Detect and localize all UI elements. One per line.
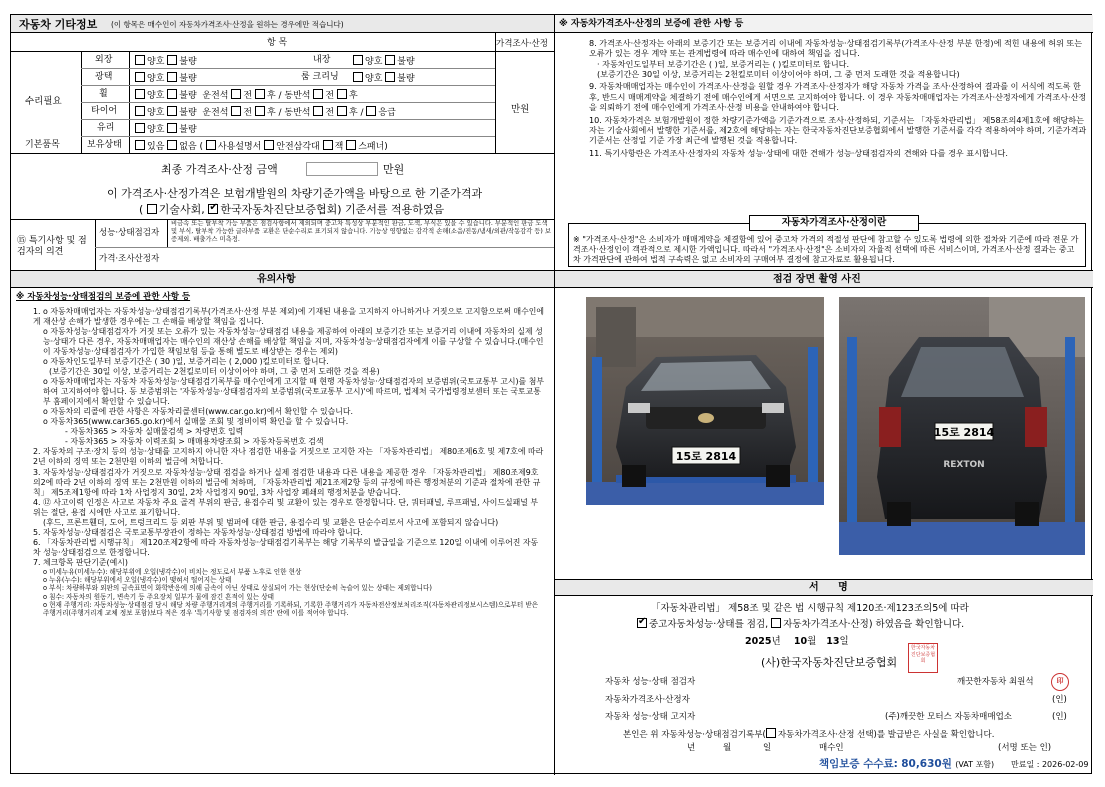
receipt-day-label: 일 [763,743,772,753]
criteria-item: ο 현재 주행거리: 자동차성능·상태점검 당시 해당 차량 주행거리계의 주행거리를 기록하되, 기록한 주행거리가 자동차전산정보처리조직(자동차관리정보시스템)으로부터 받은 주행거리(주행거리계 교체 정보 포함)보다 적은 경우 '특기사항 및 점검자의 의견' 란에 이를 적어야 합니다. [43,600,539,617]
basis-line2: ( 기술사회, ✔ 한국자동차진단보증협회) 기준서를 적용하였음 [139,203,444,217]
notice-title: 유의사항 [257,274,296,285]
photos-title: 점검 장면 촬영 사진 [773,274,861,285]
criteria-item: ο 미세누유(미세누수): 해당부위에 오일(냉각수)이 비치는 정도로서 부품 노후로 인한 현상 [43,567,302,576]
notice-item: 6. 「자동차관리법 시행규칙」 제120조제2항에 따라 자동차성능·상태점검기록부는 해당 기록부의 발급일을 기준으로 120일 이내에 이루어진 자동차 성능·상태점검으로 한정합니다. [33,537,539,557]
notice-item: 5. 자동차성능·상태점검은 국토교통부장관이 정하는 자동차성능·상태점검 방법에 따라야 합니다. [33,527,363,537]
warranty-item-9: 9. 자동차매매업자는 매수인이 가격조사·산정을 원할 경우 가격조사·산정자가 해당 자동차 가격을 조사·산정하여 결과를 이 서식에 적도록 한 후, 반드시 매매계약을 체결하기 전에 매수인에게 서면으로 고지하여야 합니다. 이 경우 자동차매매업자는 가격조사·산정자에게 가격조사·산정을 의뢰하기 전에 매수인에게 가격조사·산정 비용을 안내하여야 합니다. [589,81,1087,113]
rear-plate-text: 15로 2814 [933,426,995,439]
association-name: (사)한국자동차진단보증협회 [761,656,898,669]
row-wheel-label: 휠 [99,89,108,99]
exterior-bad-checkbox[interactable] [167,55,177,65]
basis-tech-checkbox[interactable] [147,204,157,214]
warranty-item-10: 10. 자동차가격은 보험개발원이 정한 차량기준가액을 기준가격으로 조사·산정하되, 기준서는 「자동차관리법」 제58조의4제1호에 해당하는 자는 기술사회에서 발행한 기준서를, 제2호에 해당하는 자는 한국자동차진단보증협회에서 발행한 기준서를 각각 적용하여야 하며, 기준가격과 기준서는 산정일 기준 가장 최근에 발행된 것을 적용합니다. [589,114,1087,146]
notice-item: - 자동차365 > 자동차 실매물검색 > 차량번호 입력 [65,427,244,437]
receipt-price-checkbox[interactable] [766,728,776,738]
gloss-good-checkbox[interactable] [135,72,145,82]
rear-badge-text: REXTON [943,460,985,470]
criteria-item: ο 누유(누수): 해당부위에서 오일(냉각수)이 맺혀서 떨어지는 상태 [43,576,232,585]
repair-needed-label: 수리필요 [25,96,62,107]
interior-bad-checkbox[interactable] [385,55,395,65]
hold-status-label: 보유상태 [87,140,122,150]
price-inspector-label: 가격·조사산정자 [99,254,160,264]
col-price-header: 가격조사·산정 [496,39,548,49]
wheel-driver-rear-checkbox[interactable] [255,89,265,99]
receipt-month-label: 월 [723,743,732,753]
tire-good-checkbox[interactable] [135,106,145,116]
basis-association-checkbox[interactable] [208,204,218,214]
tire-passenger-front-checkbox[interactable] [313,106,323,116]
inspector-label: 성능·상태점검자 [99,228,160,238]
warranty-item-8: 8. 가격조사·산정자는 아래의 보증기간 또는 보증거리 이내에 자동차성능·상태점검기록부(가격조사·산정 부분 한정)에 적힌 내용에 허위 또는 오류가 있는 경우 계약 또는 관계법령에 따라 매수인에 대하여 책임을 집니다. [589,38,1083,59]
spanner-checkbox[interactable] [346,140,356,150]
signer-row-value: 깨끗한자동차 최원석 [957,677,1034,687]
rear-inspection-photo [839,297,1085,555]
gloss-bad-checkbox[interactable] [167,72,177,82]
receipt-year-label: 년 [687,743,696,753]
other-info-subtitle: (이 항목은 매수인이 자동차가격조사·산정을 원하는 경우에만 적습니다) [111,20,344,29]
row-tire-label: 타이어 [91,106,118,116]
signer-row-label: 자동차가격조사·산정자 [605,695,690,705]
notice-item: (보증기간은 30일 이상, 보증거리는 2천킬로미터 이상이어야 하며, 그 중 먼저 도래한 것을 적용) [49,367,380,377]
notice-item: ο 자동차인도일부터 보증기간은 ( 30 )일, 보증거리는 ( 2,000 )킬로미터로 합니다. [43,357,329,367]
row-exterior-label: 외장 [95,55,113,65]
warranty-item-11: 11. 특기사항란은 가격조사·산정자의 자동차 성능·상태에 대한 견해가 성능·상태점검자의 견해와 다를 경우 표시합니다. [589,147,1008,158]
tire-driver-front-checkbox[interactable] [231,106,241,116]
notice-item: 7. 체크항목 판단기준(예시) [33,557,128,567]
tire-passenger-rear-checkbox[interactable] [337,106,347,116]
price-warranty-title: ※ 자동차가격조사·산정의 보증에 관한 사항 등 [559,19,744,29]
wheel-bad-checkbox[interactable] [167,89,177,99]
signer-row-value: (주)깨끗한 모터스 자동차매매업소 [885,712,1012,722]
inspection-record-page: 자동차 기타정보 (이 항목은 매수인이 자동차가격조사·산정을 원하는 경우에만 적습니다) 항 목 가격조사·산정 수리필요 만원 외장 양호 불량 내장 양호 불량 광택 양호 불량 룸 크리닝 양호 불량 휠 양호 불량 운전석 전 후 / 동반석 전 후 타이어 양호 불량 운전석 전 후 / 동반석 전 후 / 응급 유리 양호 불량 기본품목 보유상태 있음 없음 ( 사용설명서 안전삼각대 잭 스패너) 최종 가격조사·산정 금액 만원 이 가격조사·산정가격은 보험개발원의 차량기준가액을 바탕으로 한 기준가격과 ( 기술사회, ✔ 한국자동차진단보증협회) 기준서를 적용하였음 ⑮ 특기사항 및 점검자의 의견 성능·상태점검자 비금속 또는 탈부착 가능 부품은 점검사항에서 제외되며 중고차 특성상 부분적인 판금, 도색, 부식은 있을 수 있습니다. 부분적인 판금 도색 및 부식, 탈부착 가능한 글라부품 교환은 단순수리로 표기되지 않습니다. 기능상 영향없는 감각적 손해(소음/진동/냄새/외관/작동감각 등) 보증제외. 배출가스 미측정. 가격·조사산정자 ※ 자동차가격조사·산정의 보증에 관한 사항 등 8. 가격조사·산정자는 아래의 보증기간 또는 보증거리 이내에 자동차성능·상태점검기록부(가격조사·산정 부분 한정)에 적힌 내용에 허위 또는 오류가 있는 경우 계약 또는 관계법령에 따라 매수인에 대하여 책임을 집니다. · 자동차인도일부터 보증기간은 ( )일, 보증거리는 ( )킬로미터로 합니다. (보증기간은 30일 이상, 보증거리는 2천킬로미터 이상이어야 하며, 그 중 먼저 도래한 것을 적용합니다) 9. 자동차매매업자는 매수인이 가격조사·산정을 원할 경우 가격조사·산정자가 해당 자동차 가격을 조사·산정하여 결과를 이 서식에 적도록 한 후, 반드시 매매계약을 체결하기 전에 매수인에게 서면으로 고지하여야 합니다. 이 경우 자동차매매업자는 가격조사·산정자에게 가격조사·산정을 의뢰하기 전에 매수인에게 가격조사·산정 비용을 안내하여야 합니다. 10. 자동차가격은 보험개발원이 정한 차량기준가액을 기준가격으로 조사·산정하되, 기준서는 「자동차관리법」 제58조의4제1호에 해당하는 자는 기술사회에서 발행한 기준서를, 제2호에 해당하는 자는 한국자동차진단보증협회에서 발행한 기준서를 각각 적용하여야 하며, 기준가격과 기준서는 산정일 기준 가장 최근에 발행된 것을 적용합니다. 11. 특기사항란은 가격조사·산정자의 자동차 성능·상태에 대한 견해가 성능·상태점검자의 견해와 다를 경우 표시합니다. 자동차가격조사·산정이란 ※ "가격조사·산정"은 소비자가 매매계약을 체결함에 있어 중고차 가격의 적절성 판단에 참고할 수 있도록 법령에 의한 절차와 기준에 따라 전문 가격조사·산정인이 객관적으로 제시한 가액입니다. 따라서 "가격조사·산정"은 소비자의 자율적 선택에 따른 서비스이며, 가격조사·산정 결과는 중고차 가격판단에 관하여 법적 구속력은 없고 소비자의 구매여부 결정에 참고자료로 활용됩니다. 유의사항 ※ 자동차성능·상태점검의 보증에 관한 사항 등 1. ο 자동차매매업자는 자동차성능·상태점검기록부(가격조사·산정 부분 제외)에 기재된 내용을 고지하지 아니하거나 거짓으로 고지함으로써 매수인에게 재산상 손해가 발생한 경우에는 그 손해를 배상할 책임을 집니다. ο 자동차성능·상태점검자가 거짓 또는 오류가 있는 자동차성능·상태점검 내용을 제공하여 아래의 보증기간 또는 보증거리 이내에 자동차의 실제 성능·상태가 다른 경우, 자동차매매업자는 매수인의 재산상 손해를 배상할 책임을 지며, 자동차성능·상태점검자에게 이를 구상할 수 있습니다.(매수인이 자동차성능·상태점검자가 가입한 책임보험 등을 통해 별도로 배상받는 경우는 제외) ο 자동차인도일부터 보증기간은 ( 30 )일, 보증거리는 ( 2,000 )킬로미터로 합니다. (보증기간은 30일 이상, 보증거리는 2천킬로미터 이상이어야 하며, 그 중 먼저 도래한 것을 적용) ο 자동차매매업자는 자동차 자동차성능·상태점검기록부를 매수인에게 고지할 때 현행 자동차성능·상태점검자의 보증범위(국토교통부 고시)를 첨부하여 고지하여야 합니다. 동 보증범위는 '자동차성능·상태점검자의 보증범위(국토교통부 고시)'에 따르며, 법제처 국가법령정보센터 또는 국토교통부 홈페이지에서 확인할 수 있습니다. ο 자동차의 리콜에 관한 사항은 자동차리콜센터(www.car.go.kr)에서 확인할 수 있습니다. ο 자동차365(www.car365.go.kr)에서 실매물 조회 및 정비이력 확인을 할 수 있습니다. - 자동차365 > 자동차 실매물검색 > 차량번호 입력 - 자동차365 > 자동차 이력조회 > 매매용차량조회 > 자동차등록번호 검색 2. 자동차의 구조·장치 등의 성능·상태를 고지하지 아니한 자나 점검한 내용을 거짓으로 고지한 자는 「자동차관리법」 제80조제6호 및 제7호에 따라 2년 이하의 징역 또는 2천만원 이하의 벌금에 처합니다. 3. 자동차성능·상태점검자가 거짓으로 자동차성능·상태 점검을 하거나 실제 점검한 내용과 다른 내용을 제공한 경우 「자동차관리법」 제80조제9호의2에 따라 2년 이하의 징역 또는 2천만원 이하의 벌금에 처하며, 「자동차관리법 제21조제2항 등의 규정에 따른 행정처분의 기준과 절차에 관한 규칙」 제5조제1항에 따라 1차 사업정지 30일, 2차 사업정지 90일, 3차 사업장 폐쇄의 행정처분을 받습니다. 4. ⑫ 사고이력 인정은 사고로 자동차 주요 골격 부위의 판금, 용접수리 및 교환이 있는 경우로 한정합니다. 단, 쿼터패널, 루프패널, 사이드실패널 부위는 절단, 용접 시에만 사고로 표기합니다. (후드, 프론트휀더, 도어, 트렁크리드 등 외판 부위 및 범퍼에 대한 판금, 용접수리 및 교환은 단순수리로서 사고에 포함되지 않습니다) 5. 자동차성능·상태점검은 국토교통부장관이 정하는 자동차성능·상태점검 방법에 따라야 합니다. 6. 「자동차관리법 시행규칙」 제120조제2항에 따라 자동차성능·상태점검기록부는 해당 기록부의 발급일을 기준으로 120일 이내에 이루어진 자동차 성능·상태점검으로 한정합니다. 7. 체크항목 판단기준(예시) ο 미세누유(미세누수): 해당부위에 오일(냉각수)이 비치는 정도로서 부품 노후로 인한 현상 ο 누유(누수): 해당부위에서 오일(냉각수)이 맺혀서 떨어지는 상태 ο 부식: 차량하부와 외판의 금속표면이 화학반응에 의해 금속이 아닌 상태로 상실되어 가는 현상(단순히 녹슬어 있는 상태는 제외합니다) ο 침수: 자동차의 원동기, 변속기 등 주요장치 일부가 물에 잠긴 흔적이 있는 상태 ο 현재 주행거리: 자동차성능·상태점검 당시 해당 차량 주행거리계의 주행거리를 기록하되, 기록한 주행거리가 자동차전산정보처리조직(자동차관리정보시스템)으로부터 받은 주행거리(주행거리계 교체 정보 포함)보다 적은 경우 '특기사항 및 점검자의 의견' 란에 이를 적어야 합니다. 점검 장면 촬영 사진 15로 2814 15로 2814 REXTON 서 명 「자동차관리법」 제58조 및 같은 법 시행규칙 제120조·제123조의5에 따라 ✔중고자동차성능·상태를 점검, 자동차가격조사·산정) 하였음을 확인합니다. 2025년 10월 13일 (사)한국자동차진단보증협회 한국자동차진단보증협회 자동차 성능·상태 점검자 깨끗한자동차 최원석 印 자동차가격조사·산정자 (인) 자동차 성능·상태 고지자 (주)깨끗한 모터스 자동차매매업소 (인) 본인은 위 자동차성능·상태점검기록부( 자동차가격조사·산정 선택)를 발급받은 사실을 확인합니다. 년 월 일 매수인 (서명 또는 인) 책임보증 수수료: 80,630원 (VAT 포함) 만료일 : 2026-02-09 [10,14,1092,774]
special-notes-label: ⑮ 특기사항 및 점검자의 의견 [17,236,87,258]
inspector-opinion-text: 비금속 또는 탈부착 가능 부품은 점검사항에서 제외되며 중고차 특성상 부분적인 판금, 도색, 부식은 있을 수 있습니다. 부분적인 판금 도색 및 부식, 탈부착 가능한 글라부품 교환은 단순수리로 표기되지 않습니다. 기능상 영향없는 감각적 손해(소음/진동/냄새/외관/작동감각 등) 보증제외. 배출가스 미측정. [171,220,551,243]
wheel-passenger-rear-checkbox[interactable] [337,89,347,99]
signer-row-label: 자동차 성능·상태 점검자 [605,677,696,687]
expiry-date: 만료일 : 2026-02-09 [1011,760,1089,769]
notice-item: ο 자동차의 리콜에 관한 사항은 자동차리콜센터(www.car.go.kr)에서 확인할 수 있습니다. [43,407,353,417]
used-car-inspection-checkbox[interactable] [637,618,647,628]
association-seal-icon: 한국자동차진단보증협회 [908,643,938,673]
warranty-fee: 책임보증 수수료: 80,630원 (VAT 포함) [819,758,995,770]
criteria-item: ο 침수: 자동차의 원동기, 변속기 등 주요장치 일부가 물에 잠긴 흔적이 있는 상태 [43,592,274,601]
notice-item: ο 자동차365(www.car365.go.kr)에서 실매물 조회 및 정비이력 확인을 할 수 있습니다. [43,417,349,427]
price-appraisal-checkbox[interactable] [771,618,781,628]
notice-item: 1. ο 자동차매매업자는 자동차성능·상태점검기록부(가격조사·산정 부분 제외)에 기재된 내용을 고지하지 아니하거나 거짓으로 고지함으로써 매수인에게 재산상 손해가 발생한 경우에는 그 손해를 배상할 책임을 집니다. [33,307,544,327]
price-box-title: 자동차가격조사·산정이란 [749,215,919,231]
wheel-driver-front-checkbox[interactable] [231,89,241,99]
notice-subtitle: ※ 자동차성능·상태점검의 보증에 관한 사항 등 [16,292,191,302]
buyer-label: 매수인 [819,743,844,753]
items-has-checkbox[interactable] [135,140,145,150]
price-box-text: ※ "가격조사·산정"은 소비자가 매매계약을 체결함에 있어 중고차 가격의 적절성 판단에 참고할 수 있도록 법령에 의한 절차와 기준에 따라 전문 가격조사·산정인이 객관적으로 제시한 가액입니다. 따라서 "가격조사·산정"은 소비자의 자율적 선택에 따른 서비스이며, 가격조사·산정 결과는 중고차 가격판단에 관하여 법적 구속력은 없고 소비자의 구매여부 결정에 참고자료로 활용됩니다. [573,235,1079,265]
front-inspection-photo [586,297,824,505]
criteria-item: ο 부식: 차량하부와 외판의 금속표면이 화학반응에 의해 금속이 아닌 상태로 상실되어 가는 현상(단순히 녹슬어 있는 상태는 제외합니다) [43,584,432,593]
items-none-checkbox[interactable] [167,140,177,150]
inspector-stamp-icon: 印 [1051,673,1069,691]
price-unit: 만원 [511,104,530,115]
row-gloss-label: 광택 [95,72,113,82]
signature-line1: 「자동차관리법」 제58조 및 같은 법 시행규칙 제120조·제123조의5에 따라 [651,603,969,614]
basic-items-label: 기본품목 [25,140,60,150]
row-room-label: 룸 크리닝 [301,72,339,82]
notice-item: - 자동차365 > 자동차 이력조회 > 매매용차량조회 > 자동차등록번호 검색 [65,437,324,447]
signer-row-label: 자동차 성능·상태 고지자 [605,712,696,722]
glass-good-checkbox[interactable] [135,123,145,133]
receipt-line: 본인은 위 자동차성능·상태점검기록부( 자동차가격조사·산정 선택)를 발급받은 사실을 확인합니다. [623,730,995,740]
other-info-title: 자동차 기타정보 [19,18,98,31]
exterior-good-checkbox[interactable] [135,55,145,65]
notice-item: (후드, 프론트휀더, 도어, 트렁크리드 등 외판 부위 및 범퍼에 대한 판금, 용접수리 및 교환은 단순수리로서 사고에 포함되지 않습니다) [43,517,499,527]
notice-item: ο 자동차성능·상태점검자가 거짓 또는 오류가 있는 자동차성능·상태점검 내용을 제공하여 아래의 보증기간 또는 보증거리 이내에 자동차의 실제 성능·상태가 다른 경우, 자동차매매업자는 매수인의 재산상 손해를 배상할 책임을 지며, 자동차성능·상태점검자에게 이를 구상할 수 있습니다.(매수인이 자동차성능·상태점검자가 가입한 책임보험 등을 통해 별도로 배상받는 경우는 제외) [43,327,544,357]
warranty-item-8-period: · 자동차인도일부터 보증기간은 ( )일, 보증거리는 ( )킬로미터로 합니다. [597,58,850,69]
interior-good-checkbox[interactable] [353,55,363,65]
room-good-checkbox[interactable] [353,72,363,82]
notice-item: ο 자동차매매업자는 자동차 자동차성능·상태점검기록부를 매수인에게 고지할 때 현행 자동차성능·상태점검자의 보증범위(국토교통부 고시)를 첨부하여 고지하여야 합니다. 동 보증범위는 '자동차성능·상태점검자의 보증범위(국토교통부 고시)'에 따르며, 법제처 국가법령정보센터 또는 국토교통부 홈페이지에서 확인할 수 있습니다. [43,377,544,407]
signature-date: 2025년 10월 13일 [745,636,849,647]
tire-emergency-checkbox[interactable] [366,106,376,116]
col-item-header: 항 목 [267,38,288,48]
front-plate-text: 15로 2814 [675,450,737,463]
final-price-unit: 만원 [383,163,405,176]
wheel-good-checkbox[interactable] [135,89,145,99]
manual-checkbox[interactable] [206,140,216,150]
glass-bad-checkbox[interactable] [167,123,177,133]
signer-row-suffix: (인) [1052,695,1067,705]
basis-line1: 이 가격조사·산정가격은 보험개발원의 차량기준가액을 바탕으로 한 기준가격과 [107,187,483,200]
jack-checkbox[interactable] [323,140,333,150]
tire-bad-checkbox[interactable] [167,106,177,116]
row-interior-label: 내장 [313,55,331,65]
signature-line2: ✔중고자동차성능·상태를 점검, 자동차가격조사·산정) 하였음을 확인합니다. [637,618,964,631]
sign-hint: (서명 또는 인) [998,743,1052,753]
room-bad-checkbox[interactable] [385,72,395,82]
notice-item: 3. 자동차성능·상태점검자가 거짓으로 자동차성능·상태 점검을 하거나 실제 점검한 내용과 다른 내용을 제공한 경우 「자동차관리법」 제80조제9호의2에 따라 2년 이하의 징역 또는 2천만원 이하의 벌금에 처하며, 「자동차관리법 제21조제2항 등의 규정에 따른 행정처분의 기준과 절차에 관한 규칙」 제5조제1항에 따라 1차 사업정지 30일, 2차 사업정지 90일, 3차 사업장 폐쇄의 행정처분을 받습니다. [33,467,541,497]
notice-item: 4. ⑫ 사고이력 인정은 사고로 자동차 주요 골격 부위의 판금, 용접수리 및 교환이 있는 경우로 한정합니다. 단, 쿼터패널, 루프패널, 사이드실패널 부위는 절단, 용접 시에만 사고로 표기합니다. [33,497,538,517]
wheel-passenger-front-checkbox[interactable] [313,89,323,99]
row-glass-label: 유리 [97,123,115,133]
signer-row-suffix: (인) [1052,712,1067,722]
triangle-checkbox[interactable] [264,140,274,150]
final-price-input[interactable] [306,162,378,176]
warranty-item-8-note: (보증기간은 30일 이상, 보증거리는 2천킬로미터 이상이어야 하며, 그 중 먼저 도래한 것을 적용합니다) [597,69,960,80]
signature-title: 서 명 [809,582,856,593]
tire-driver-rear-checkbox[interactable] [255,106,265,116]
notice-item: 2. 자동차의 구조·장치 등의 성능·상태를 고지하지 아니한 자나 점검한 내용을 거짓으로 고지한 자는 「자동차관리법」 제80조제6호 및 제7호에 따라 2년 이하의 징역 또는 2천만원 이하의 벌금에 처합니다. [33,447,544,467]
final-price-label: 최종 가격조사·산정 금액 [161,163,278,176]
